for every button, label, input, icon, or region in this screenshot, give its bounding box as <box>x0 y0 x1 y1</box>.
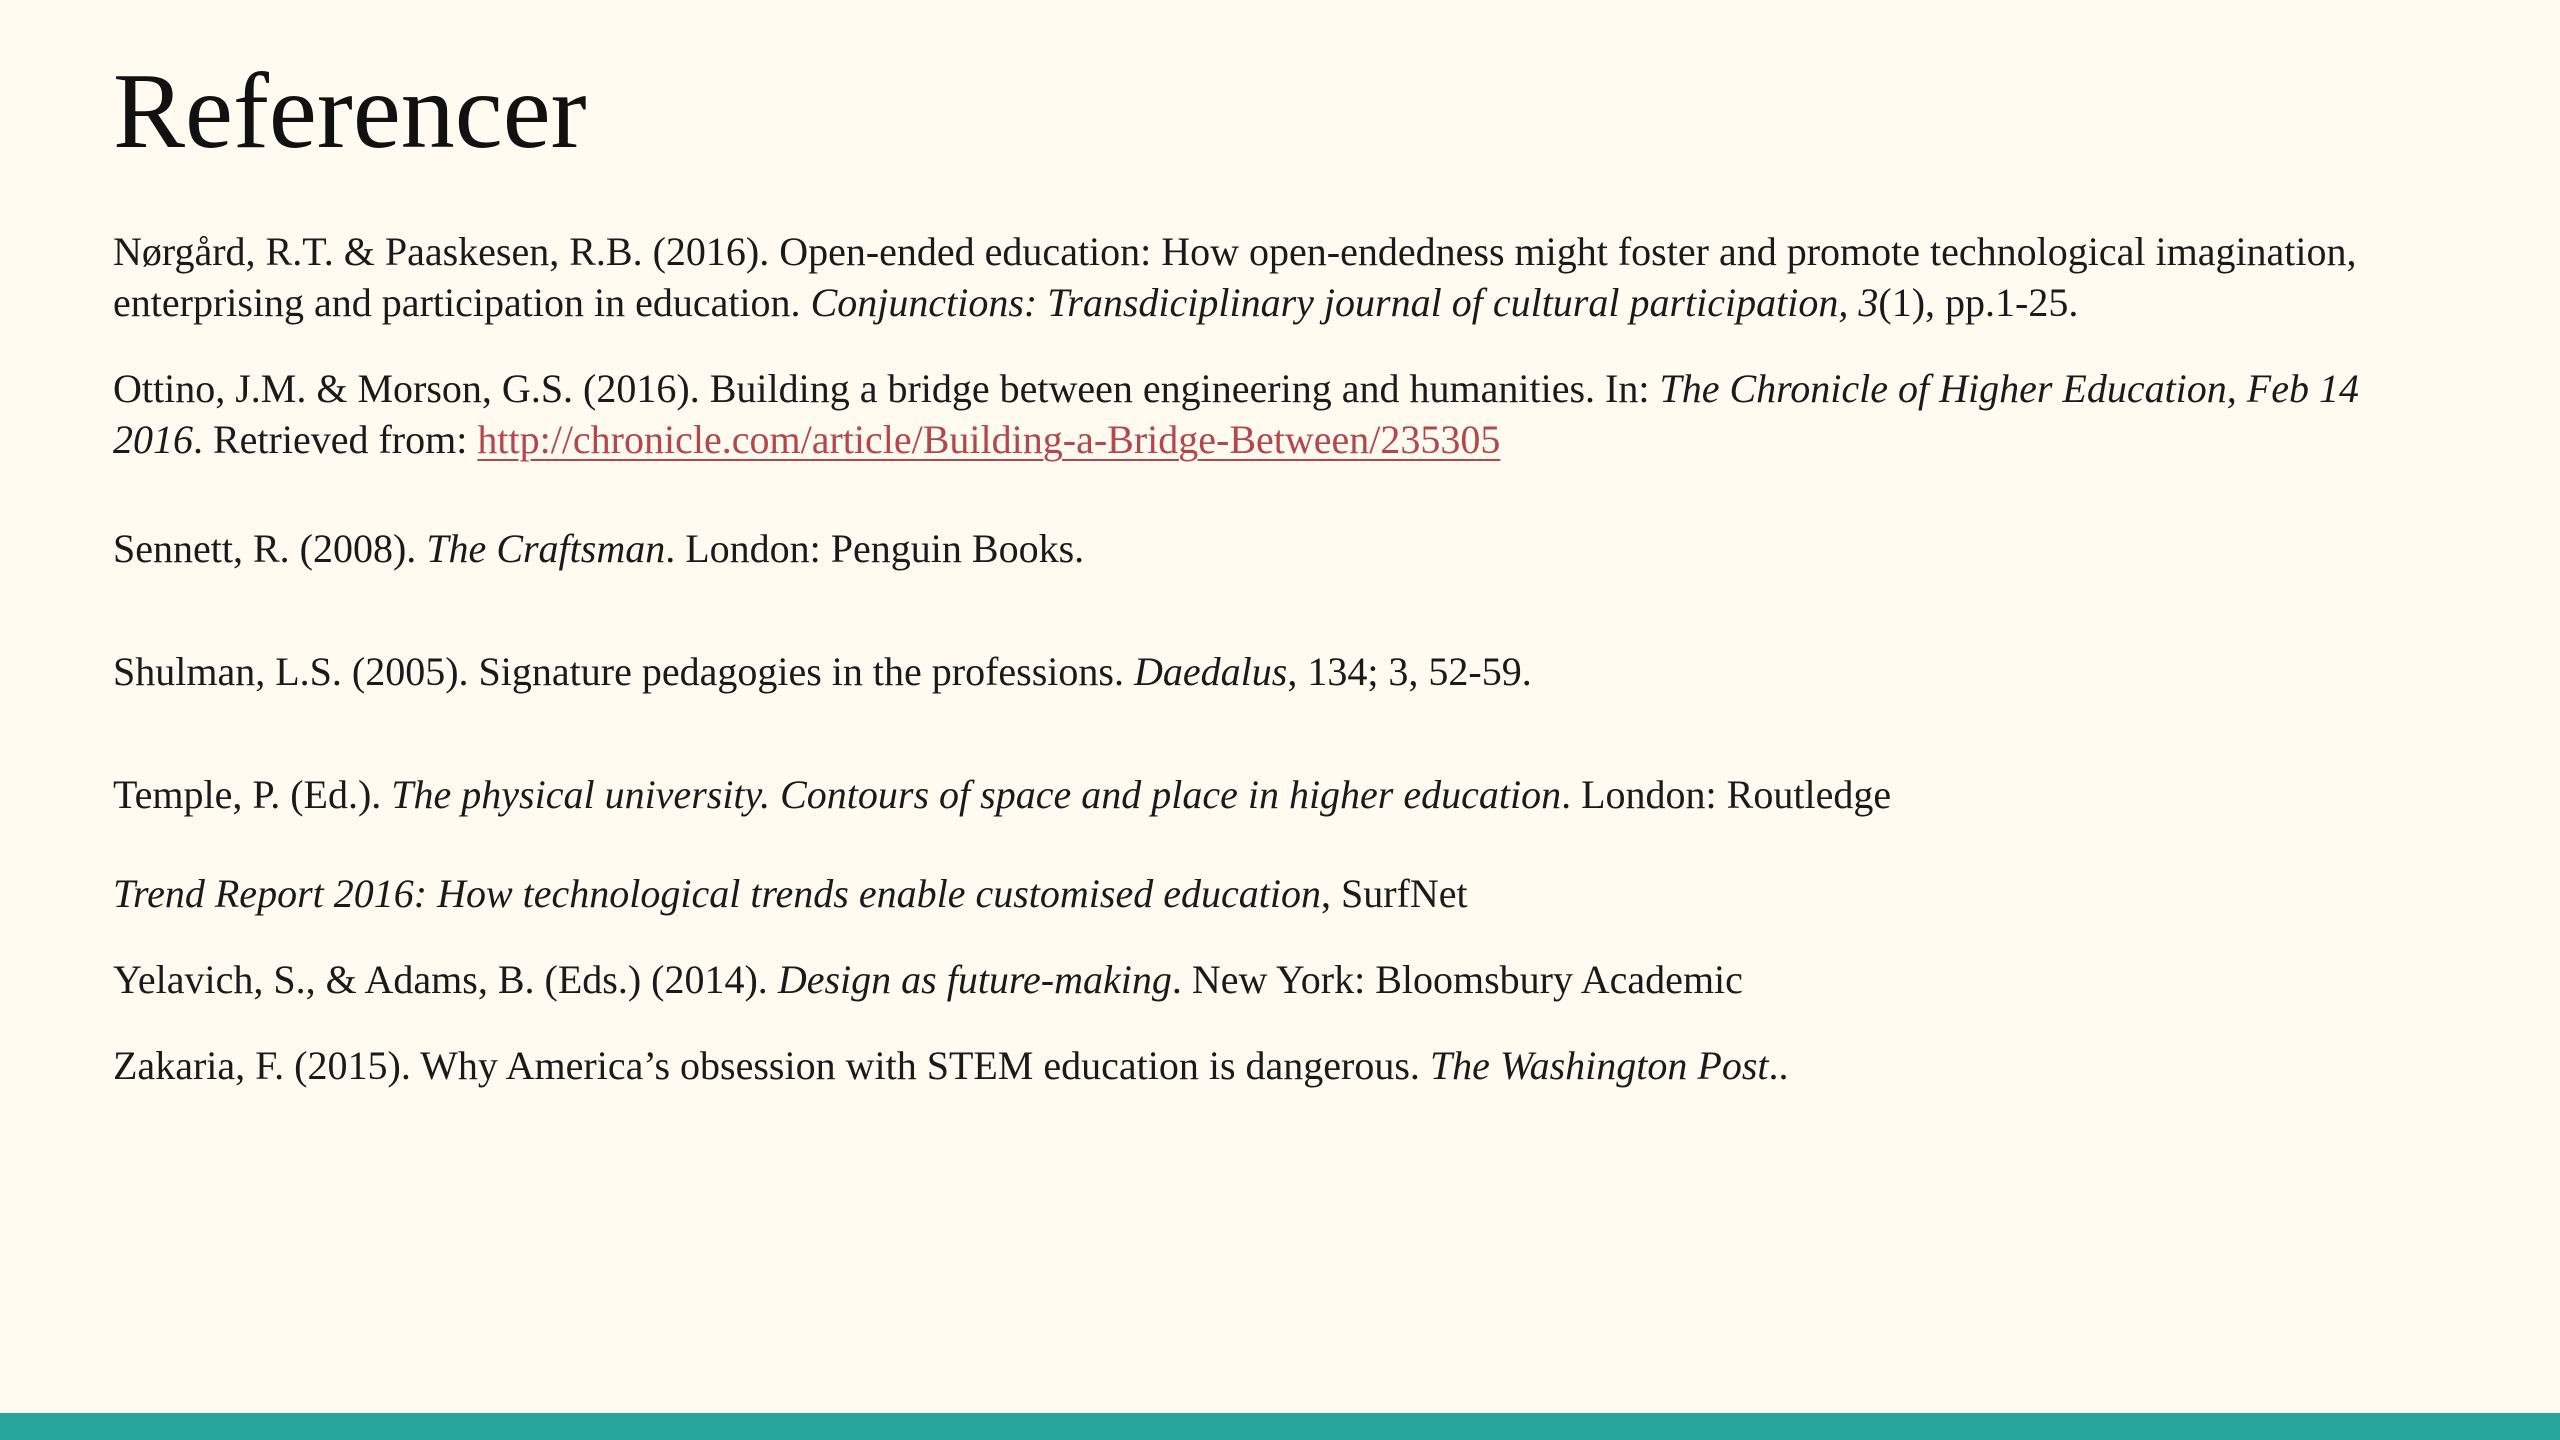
reference-text: Shulman, L.S. (2005). Signature pedagogies in the professions. <box>113 649 1134 694</box>
reference-details: .. <box>1768 1043 1789 1088</box>
page-title: Referencer <box>113 52 587 171</box>
reference-details: . London: Routledge <box>1561 772 1892 817</box>
reference-details: . Retrieved from: <box>193 417 478 462</box>
reference-item <box>113 646 2373 697</box>
reference-text: Nørgård, R.T. & Paaskesen, R.B. (2016). Open-ended education: How open-endedness might foster and promote technological imagination, enterprising and participation in education. <box>113 229 2357 325</box>
reference-item <box>113 523 2373 574</box>
reference-text: Yelavich, S., & Adams, B. (Eds.) (2014). <box>113 957 778 1002</box>
reference-item <box>113 769 2373 820</box>
reference-details: , SurfNet <box>1320 871 1468 916</box>
reference-text: Zakaria, F. (2015). Why America’s obsession with STEM education is dangerous. <box>113 1043 1430 1088</box>
reference-item <box>113 1040 2373 1091</box>
reference-source: Trend Report 2016: How technological trends enable customised education <box>113 871 1321 916</box>
reference-source: Design as future-making <box>777 957 1172 1002</box>
reference-text: Sennett, R. (2008). <box>113 526 427 571</box>
reference-item <box>113 363 2373 465</box>
reference-source: Daedalus <box>1133 649 1288 694</box>
reference-details: . New York: Bloomsbury Academic <box>1171 957 1743 1002</box>
reference-text: Ottino, J.M. & Morson, G.S. (2016). Building a bridge between engineering and humanities. In: <box>113 366 1660 411</box>
reference-item <box>113 226 2373 328</box>
reference-source: The Washington Post <box>1429 1043 1769 1088</box>
reference-details: (1), pp.1-25. <box>1878 280 2079 325</box>
reference-item <box>113 954 2373 1005</box>
reference-source: The Chronicle of Higher Education, Feb 14 2016 <box>113 366 2359 462</box>
reference-source: The Craftsman <box>426 526 666 571</box>
reference-source: Conjunctions: Transdiciplinary journal of cultural participation, 3 <box>810 280 1879 325</box>
reference-item <box>113 868 2373 919</box>
accent-bar <box>0 1413 2560 1440</box>
reference-details: . London: Penguin Books. <box>665 526 1085 571</box>
reference-link[interactable]: http://chronicle.com/article/Building-a-Bridge-Between/235305 <box>477 417 1501 462</box>
reference-source: The physical university. Contours of space and place in higher education <box>391 772 1562 817</box>
reference-text: Temple, P. (Ed.). <box>113 772 392 817</box>
reference-details: , 134; 3, 52-59. <box>1287 649 1532 694</box>
reference-list <box>113 226 2373 1091</box>
